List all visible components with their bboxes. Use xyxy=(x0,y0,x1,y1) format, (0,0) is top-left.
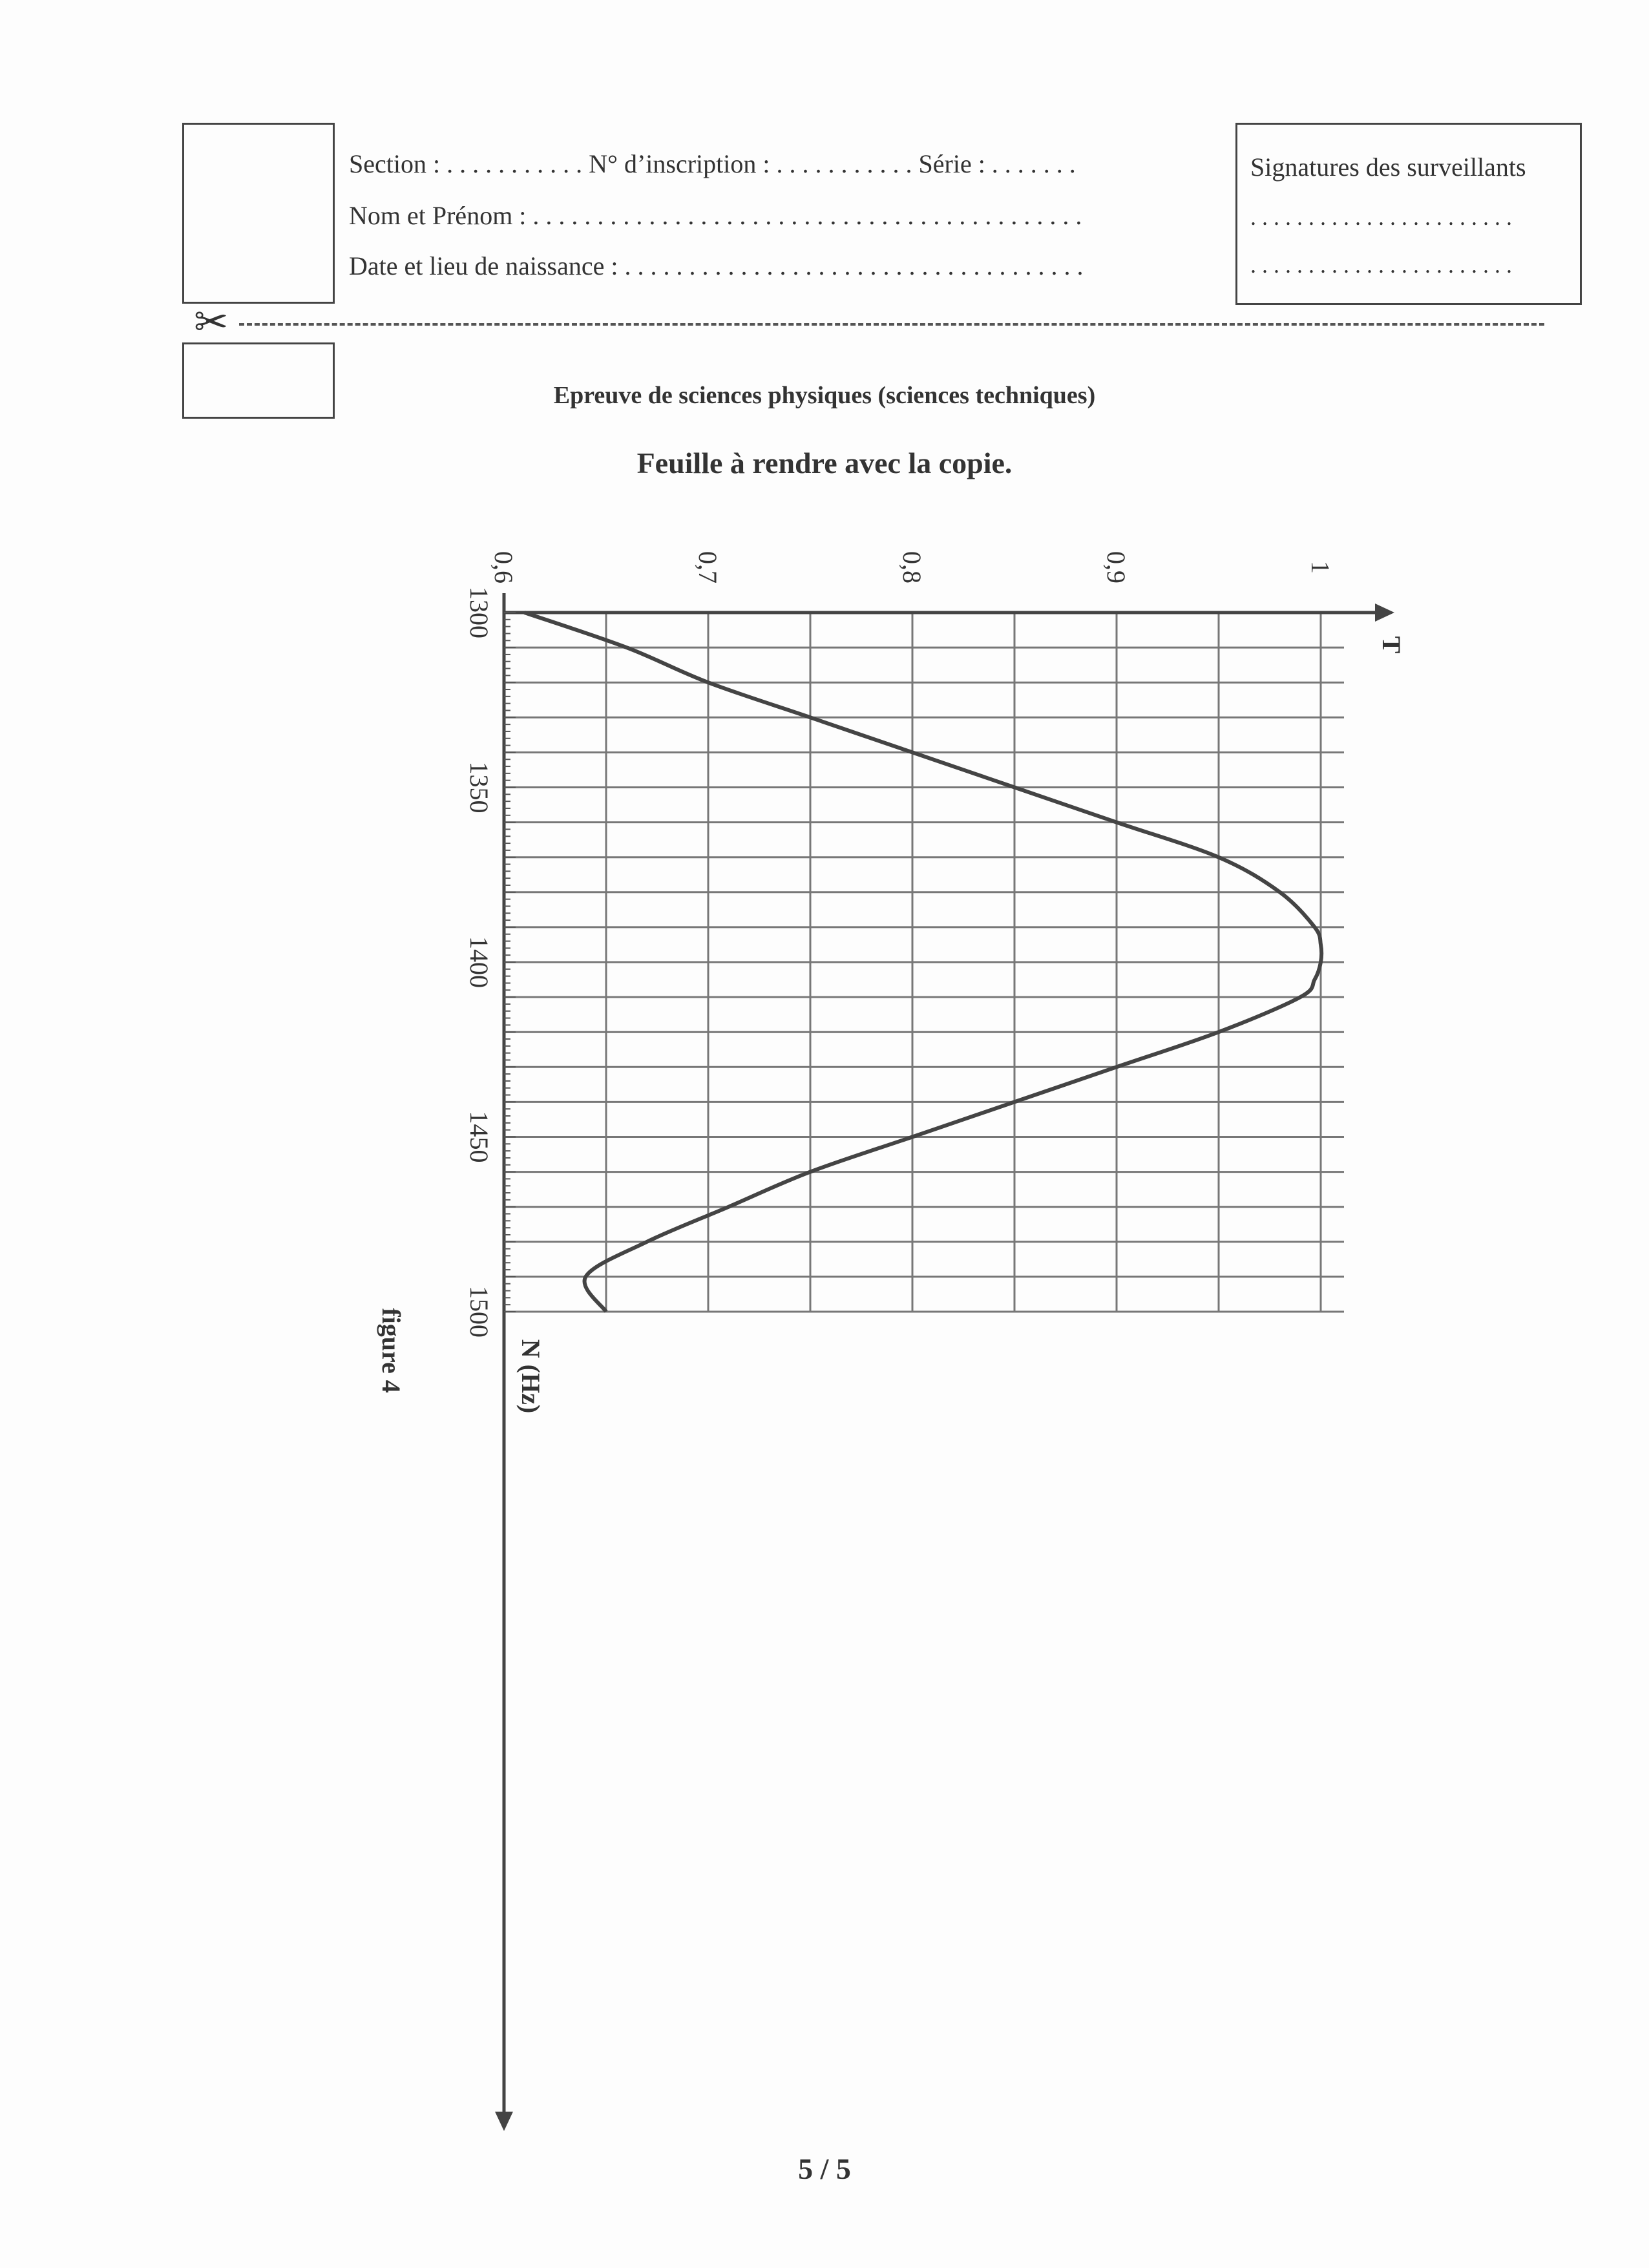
n-axis-title: N (Hz) xyxy=(516,1339,545,1414)
y-tick-label: 0,8 xyxy=(898,551,927,583)
y-tick-label: 0,7 xyxy=(693,551,722,583)
name-line: Nom et Prénom : . . . . . . . . . . . . . . . . . . . . . . . . . . . . . . . . . . . . . . . . . . . xyxy=(349,201,1082,230)
subject-title: Epreuve de sciences physiques (sciences techniques) xyxy=(553,382,1096,409)
scissors-icon: ✂ xyxy=(194,299,229,345)
x-tick-label: 1500 xyxy=(465,1286,494,1338)
t-axis-title: T xyxy=(1377,636,1406,654)
section-inscription-line: Section : . . . . . . . . . . . N° d’inscription : . . . . . . . . . . . Série : . . . . . . . xyxy=(349,149,1076,178)
figure-label: figure 4 xyxy=(377,1308,406,1393)
chart-ticks xyxy=(504,613,516,1312)
arrow-right-icon xyxy=(1375,604,1394,622)
y-tick-label: 0,6 xyxy=(489,551,518,583)
arrow-down-icon xyxy=(495,2112,513,2131)
x-tick-label: 1450 xyxy=(465,1111,494,1163)
x-tick-label: 1400 xyxy=(465,936,494,988)
birth-line: Date et lieu de naissance : . . . . . . . . . . . . . . . . . . . . . . . . . . . . . . . . . . . . xyxy=(349,251,1084,280)
chart-axes xyxy=(495,593,1394,2131)
y-tick-label: 0,9 xyxy=(1102,551,1131,583)
signature-dots-2: . . . . . . . . . . . . . . . . . . . . . . . xyxy=(1250,252,1512,278)
chart-grid xyxy=(504,613,1344,1312)
page-number: 5 / 5 xyxy=(798,2152,851,2185)
y-tick-label: 1 xyxy=(1306,561,1335,574)
x-tick-label: 1350 xyxy=(465,761,494,814)
signature-dots-1: . . . . . . . . . . . . . . . . . . . . . . . xyxy=(1250,204,1512,230)
sheet-note: Feuille à rendre avec la copie. xyxy=(636,446,1013,479)
signatures-title: Signatures des surveillants xyxy=(1250,152,1526,182)
x-tick-label: 1300 xyxy=(465,587,494,638)
